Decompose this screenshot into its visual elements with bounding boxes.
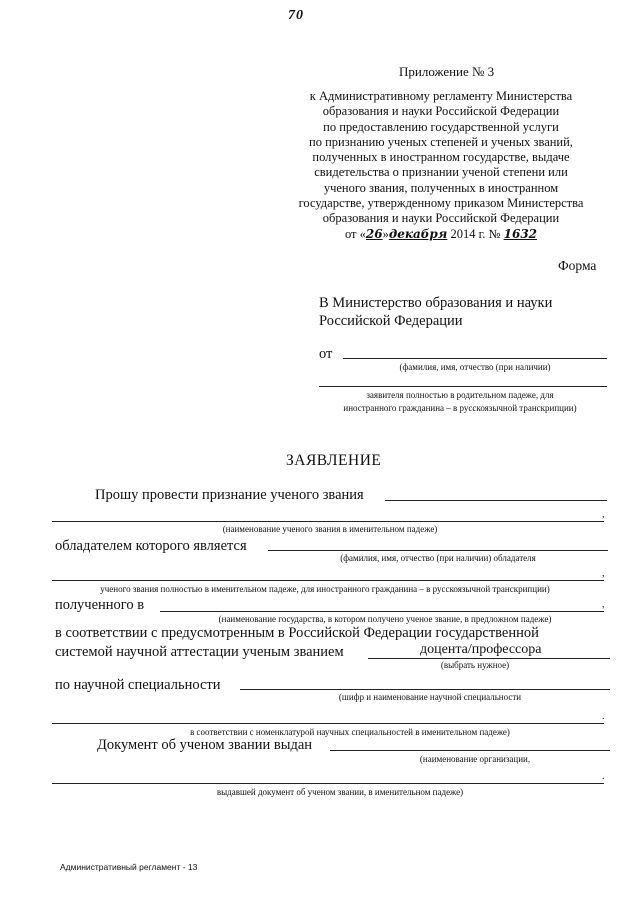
order-date-line [296, 227, 586, 242]
organization-line[interactable] [330, 750, 610, 751]
date-mid: » [382, 226, 389, 241]
applicant-name-caption: (фамилия, имя, отчество (при наличии) [399, 362, 551, 372]
holder-caption-2: ученого звания полностью в именительном падеже, для иностранного гражданина – в русскоязычной транскрипции) [100, 584, 550, 594]
academic-title-line[interactable] [385, 500, 607, 501]
appendix-block [296, 89, 586, 242]
appendix-line: образования и науки Российской Федерации [322, 211, 560, 226]
specialty-caption-2: в соответствии с номенклатурой научных специальностей в именительном падеже) [190, 727, 510, 737]
date-year: 2014 г. № [447, 226, 504, 241]
appendix-line: по предоставлению государственной услуги [323, 119, 559, 134]
applicant-caption-line: заявителя полностью в родительном падеже, для [366, 390, 554, 400]
request-text: Прошу провести признание ученого звания [95, 487, 364, 503]
specialty-text: по научной специальности [55, 677, 221, 693]
comma-mark: , [602, 509, 605, 520]
addressee-line: Российской Федерации [319, 313, 463, 329]
order-number-handwritten: 1632 [503, 226, 538, 241]
choose-caption: (выбрать нужное) [440, 660, 510, 670]
footer-text: Административный регламент - 13 [60, 862, 198, 872]
appendix-line: государстве, утвержденному приказом Министерства [298, 196, 584, 211]
state-caption: (наименование государства, в котором получено ученое звание, в предложном падеже) [218, 614, 552, 624]
applicant-name-line-2[interactable] [319, 386, 607, 387]
holder-text: обладателем которого является [55, 538, 247, 554]
obtained-text: полученного в [55, 597, 145, 613]
document-title: ЗАЯВЛЕНИЕ [286, 452, 382, 469]
date-prefix: от « [344, 226, 366, 241]
specialty-line[interactable] [240, 689, 610, 690]
applicant-name-line[interactable] [343, 358, 607, 359]
comma-mark: , [602, 568, 605, 579]
appendix-line: полученных в иностранном государстве, выдаче [312, 150, 570, 165]
holder-name-line-2[interactable] [52, 580, 604, 581]
comma-mark: . [602, 711, 605, 722]
appendix-line: ученого звания, полученных в иностранном [323, 180, 559, 195]
appendix-line: образования и науки Российской Федерации [322, 104, 560, 119]
rank-value: доцента/профессора [420, 642, 542, 657]
organization-caption-2: выдавшей документ об ученом звании, в именительном падеже) [216, 787, 464, 797]
organization-caption: (наименование организации, [419, 754, 531, 764]
comma-mark: . [602, 771, 605, 782]
applicant-caption-line: иностранного гражданина – в русскоязычной транскрипции) [343, 403, 577, 413]
academic-title-caption: (наименование ученого звания в именительном падеже) [222, 524, 438, 534]
appendix-line: свидетельства о признании ученой степени или [314, 165, 568, 180]
accordance-line: в соответствии с предусмотренным в Российской Федерации государственной [55, 625, 539, 641]
document-text: Документ об ученом звании выдан [97, 737, 313, 753]
organization-line-2[interactable] [52, 783, 604, 784]
appendix-title: Приложение № 3 [399, 64, 495, 79]
date-month-handwritten: декабря [388, 226, 448, 241]
page-number: 70 [288, 8, 304, 23]
state-line[interactable] [160, 611, 604, 612]
academic-title-line-2[interactable] [52, 521, 604, 522]
accordance-line: системой научной аттестации ученым званием [55, 644, 344, 660]
rank-line[interactable] [368, 658, 610, 659]
holder-caption: (фамилия, имя, отчество (при наличии) обладателя [340, 553, 536, 563]
specialty-line-2[interactable] [52, 723, 604, 724]
from-label: от [319, 346, 333, 362]
date-day-handwritten: 26 [365, 226, 383, 241]
addressee-line: В Министерство образования и науки [319, 295, 553, 311]
appendix-line: по признанию ученых степеней и ученых званий, [309, 134, 573, 149]
form-label: Форма [558, 258, 597, 273]
addressee [319, 294, 552, 330]
specialty-caption: (шифр и наименование научной специальности [338, 692, 522, 702]
appendix-line: к Административному регламенту Министерства [309, 89, 573, 103]
comma-mark: , [602, 599, 605, 610]
holder-name-line[interactable] [268, 550, 608, 551]
